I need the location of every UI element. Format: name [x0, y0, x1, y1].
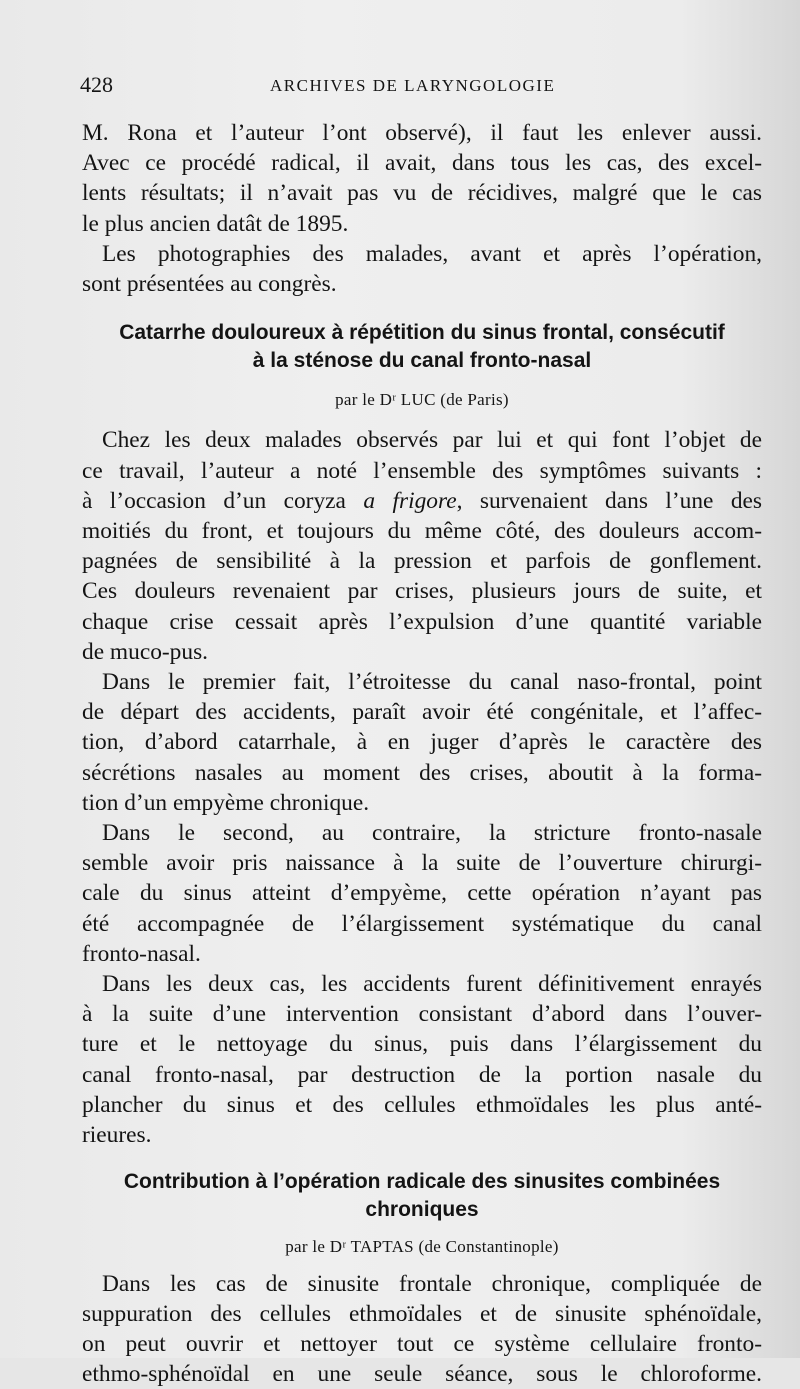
- article-2-byline: par le Dʳ TAPTAS (de Constantinople): [82, 1232, 762, 1262]
- article-1-paragraph-2: [82, 667, 762, 818]
- page-header: [80, 70, 770, 102]
- text-line: Les photographies des malades, avant et après l’opération,: [82, 239, 762, 269]
- text-line: rieures.: [82, 1120, 762, 1150]
- text-line: sont présentées au congrès.: [82, 269, 762, 299]
- article-1-paragraph-3: [82, 818, 762, 969]
- text-line: on peut ouvrir et nettoyer tout ce système cellulaire fronto-: [82, 1329, 762, 1359]
- intro-paragraph: [82, 118, 762, 299]
- text-line: fronto-nasal.: [82, 939, 762, 969]
- text-line: sécrétions nasales au moment des crises, aboutit à la forma-: [82, 758, 762, 788]
- text-line: Ces douleurs revenaient par crises, plusieurs jours de suite, et: [82, 576, 762, 606]
- text-line: M. Rona et l’auteur l’ont observé), il faut les enlever aussi.: [82, 118, 762, 148]
- running-title: ARCHIVES DE LARYNGOLOGIE: [270, 76, 555, 96]
- text-line: Dans le premier fait, l’étroitesse du canal naso-frontal, point: [82, 667, 762, 697]
- text-line: été accompagnée de l’élargissement systématique du canal: [82, 909, 762, 939]
- text-line: Avec ce procédé radical, il avait, dans tous les cas, des excel-: [82, 148, 762, 178]
- article-1: [82, 319, 762, 1150]
- article-2-paragraph-1: [82, 1269, 762, 1389]
- text-line: le plus ancien datât de 1895.: [82, 209, 762, 239]
- article-2: [82, 1168, 762, 1389]
- text-line: ture et le nettoyage du sinus, puis dans l’élargissement du: [82, 1029, 762, 1059]
- text-line: ce travail, l’auteur a noté l’ensemble des symptômes suivants :: [82, 456, 762, 486]
- article-1-paragraph-1: [82, 425, 762, 667]
- text-line: pagnées de sensibilité à la pression et parfois de gonflement.: [82, 546, 762, 576]
- text-line: de muco-pus.: [82, 637, 762, 667]
- text-fragment: à l’occasion d’un coryza: [82, 488, 363, 514]
- text-line: moitiés du front, et toujours du même côté, des douleurs accom-: [82, 516, 762, 546]
- page-body: [82, 118, 762, 1389]
- article-1-paragraph-4: [82, 969, 762, 1150]
- article-2-title-line-2: chroniques: [82, 1196, 762, 1224]
- text-line: Chez les deux malades observés par lui et qui font l’objet de: [82, 425, 762, 455]
- text-line: tion, d’abord catarrhale, à en juger d’après le caractère des: [82, 727, 762, 757]
- text-line: [82, 486, 762, 516]
- text-line: Dans le second, au contraire, la stricture fronto-nasale: [82, 818, 762, 848]
- text-line: suppuration des cellules ethmoïdales et de sinusite sphénoïdale,: [82, 1299, 762, 1329]
- text-line: à la suite d’une intervention consistant d’abord dans l’ouver-: [82, 999, 762, 1029]
- text-line: Dans les cas de sinusite frontale chronique, compliquée de: [82, 1269, 762, 1299]
- text-line: de départ des accidents, paraît avoir été congénitale, et l’affec-: [82, 697, 762, 727]
- article-1-byline: par le Dʳ LUC (de Paris): [82, 385, 762, 415]
- article-1-title-line-2: à la sténose du canal fronto-nasal: [82, 347, 762, 375]
- text-line: cale du sinus atteint d’empyème, cette opération n’ayant pas: [82, 878, 762, 908]
- page-number: 428: [80, 72, 113, 98]
- text-line: tion d’un empyème chronique.: [82, 788, 762, 818]
- text-line: canal fronto-nasal, par destruction de la portion nasale du: [82, 1060, 762, 1090]
- text-line: plancher du sinus et des cellules ethmoïdales les plus anté-: [82, 1090, 762, 1120]
- text-line: ethmo-sphénoïdal en une seule séance, sous le chloroforme.: [82, 1359, 762, 1389]
- article-1-title-line-1: Catarrhe douloureux à répétition du sinus frontal, consécutif: [82, 319, 762, 347]
- italic-phrase: a frigore: [363, 488, 456, 514]
- text-line: lents résultats; il n’avait pas vu de récidives, malgré que le cas: [82, 178, 762, 208]
- text-line: Dans les deux cas, les accidents furent définitivement enrayés: [82, 969, 762, 999]
- text-fragment: , survenaient dans l’une des: [457, 488, 762, 514]
- article-2-title-line-1: Contribution à l’opération radicale des sinusites combinées: [82, 1168, 762, 1196]
- text-line: semble avoir pris naissance à la suite de l’ouverture chirurgi-: [82, 848, 762, 878]
- text-line: chaque crise cessait après l’expulsion d’une quantité variable: [82, 607, 762, 637]
